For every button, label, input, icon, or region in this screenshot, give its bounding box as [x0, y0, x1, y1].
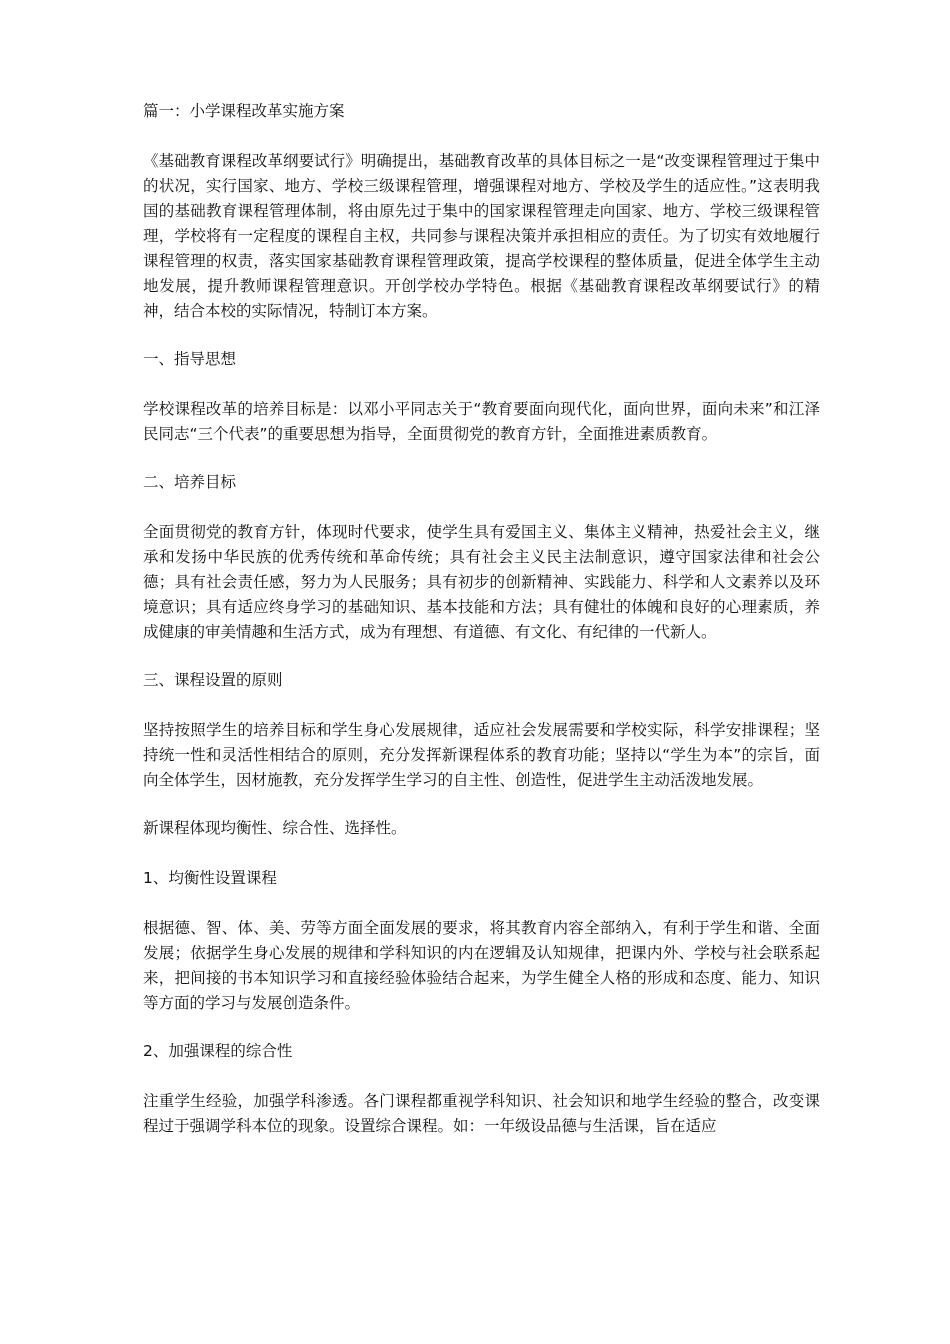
curriculum-principles-paragraph: 坚持按照学生的培养目标和学生身心发展规律，适应社会发展需要和学校实际，科学安排课程；坚持统一性和灵活性相结合的原则，充分发挥新课程体系的教育功能；坚持以“学生为本”的宗旨，面向全体学生，因材施教，充分发挥学生学习的自主性、创造性，促进学生主动活泼地发展。: [143, 721, 820, 789]
document-title: 篇一：小学课程改革实施方案: [143, 102, 345, 120]
section-heading-curriculum-principles: 三、课程设置的原则: [143, 671, 283, 689]
section-heading-training-goals: 二、培养目标: [143, 473, 237, 491]
curriculum-features-note: 新课程体现均衡性、综合性、选择性。: [143, 819, 407, 837]
integration-paragraph: 注重学生经验，加强学科渗透。各门课程都重视学科知识、社会知识和地学生经验的整合，改变课程过于强调学科本位的现象。设置综合课程。如：一年级设品德与生活课，旨在适应: [143, 1092, 820, 1135]
document-content: [143, 99, 820, 1162]
balance-paragraph: 根据德、智、体、美、劳等方面全面发展的要求，将其教育内容全部纳入，有利于学生和谐、全面发展；依据学生身心发展的规律和学科知识的内在逻辑及认知规律，把课内外、学校与社会联系起来，把间接的书本知识学习和直接经验体验结合起来，为学生健全人格的形成和态度、能力、知识等方面的学习与发展创造条件。: [143, 919, 820, 1012]
training-goals-paragraph: 全面贯彻党的教育方针，体现时代要求，使学生具有爱国主义、集体主义精神，热爱社会主义，继承和发扬中华民族的优秀传统和革命传统；具有社会主义民主法制意识，遵守国家法律和社会公德；具有社会责任感，努力为人民服务；具有初步的创新精神、实践能力、科学和人文素养以及环境意识；具有适应终身学习的基础知识、基本技能和方法；具有健壮的体魄和良好的心理素质，养成健康的审美情趣和生活方式，成为有理想、有道德、有文化、有纪律的一代新人。: [143, 523, 820, 641]
intro-paragraph: 《基础教育课程改革纲要试行》明确提出，基础教育改革的具体目标之一是“改变课程管理过于集中的状况，实行国家、地方、学校三级课程管理，增强课程对地方、学校及学生的适应性。”这表明我国的基础教育课程管理体制，将由原先过于集中的国家课程管理走向国家、地方、学校三级课程管理，学校将有一定程度的课程自主权，共同参与课程决策并承担相应的责任。为了切实有效地履行课程管理的权责，落实国家基础教育课程管理政策，提高学校课程的整体质量，促进全体学生主动地发展，提升教师课程管理意识。开创学校办学特色。根据《基础教育课程改革纲要试行》的精神，结合本校的实际情况，特制订本方案。: [143, 152, 820, 320]
guiding-ideology-paragraph: 学校课程改革的培养目标是：以邓小平同志关于“教育要面向现代化，面向世界，面向未来”和江泽民同志“三个代表”的重要思想为指导，全面贯彻党的教育方针，全面推进素质教育。: [143, 400, 820, 443]
subsection-heading-balance: 1、均衡性设置课程: [143, 869, 277, 887]
subsection-heading-integration: 2、加强课程的综合性: [143, 1042, 293, 1060]
section-heading-guiding-ideology: 一、指导思想: [143, 350, 237, 368]
